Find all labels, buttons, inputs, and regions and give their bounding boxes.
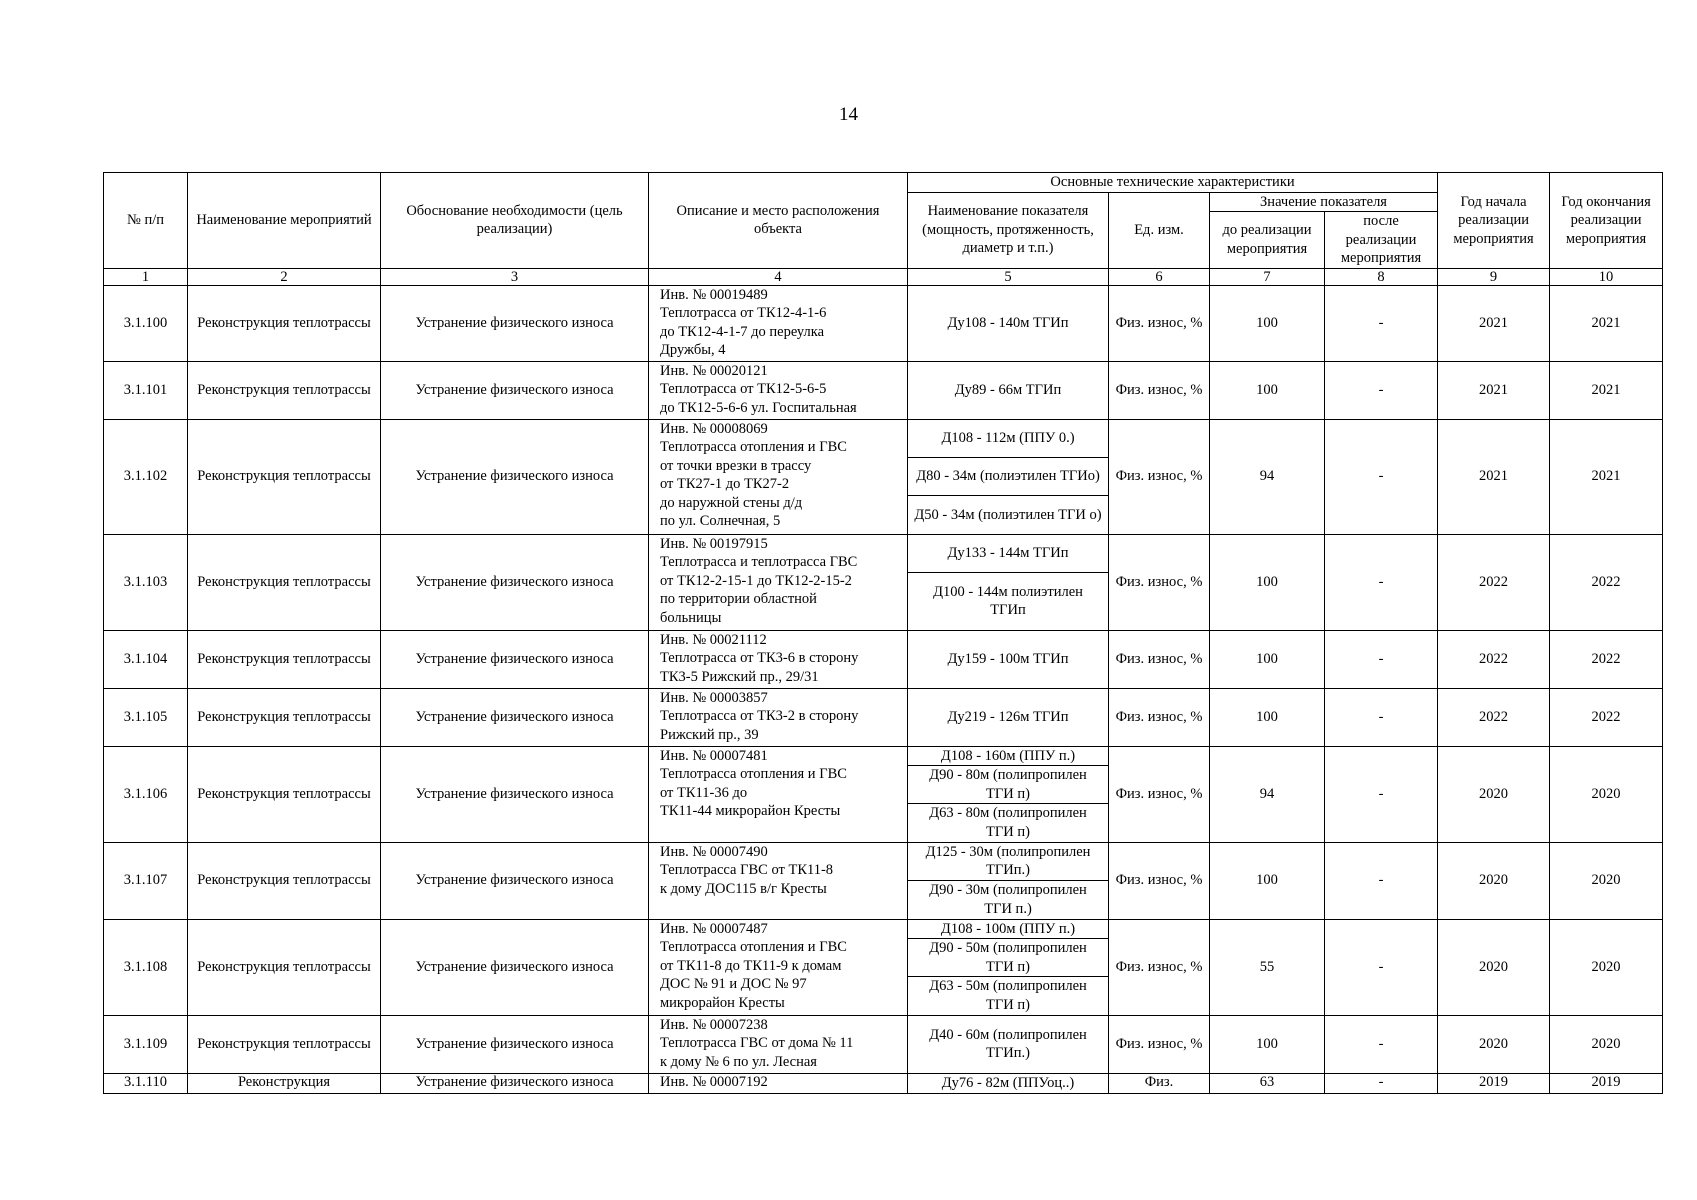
column-number: 7 [1210,268,1325,285]
column-number: 9 [1438,268,1550,285]
indicator-cell [908,361,1109,419]
column-number: 3 [381,268,649,285]
description-line: Инв. № 00008069 [660,420,768,437]
indicator-cell [908,746,1109,842]
justification: Устранение физического износа [381,285,649,361]
value-after: - [1325,361,1438,419]
header-row-1 [104,173,1663,193]
value-before: 94 [1210,419,1325,534]
year-start: 2022 [1438,630,1550,688]
description-line: до ТК12-5-6-6 ул. Госпитальная [660,399,857,416]
value-before: 100 [1210,842,1325,919]
value-after: - [1325,630,1438,688]
description-line: Инв. № 00007238 [660,1016,768,1033]
row-number: 3.1.103 [104,534,188,630]
object-description [649,1073,908,1093]
description-line: Теплотрасса ГВС от ТК11-8 [660,862,834,878]
year-start: 2020 [1438,1015,1550,1073]
value-after: - [1325,1015,1438,1073]
indicator-cell [908,1015,1109,1073]
year-end: 2021 [1550,419,1663,534]
description-line: Рижский пр., 39 [660,726,759,743]
row-number: 3.1.101 [104,361,188,419]
justification: Устранение физического износа [381,419,649,534]
row-number: 3.1.110 [104,1073,188,1093]
object-description [649,919,908,1015]
description-line: от ТК11-8 до ТК11-9 к домам [660,957,842,974]
description-line: к дому № 6 по ул. Лесная [660,1053,817,1070]
description-line: Теплотрасса от ТК12-5-6-5 [660,381,827,397]
indicator-name: Д125 - 30м (полипропилен ТГИп.) [925,843,1091,879]
measure-name: Реконструкция теплотрассы [188,842,381,919]
object-description [649,688,908,746]
indicator-name: Д40 - 60м (полипропилен ТГИп.) [929,1026,1087,1061]
indicator-cell [908,419,1109,534]
justification: Устранение физического износа [381,688,649,746]
value-after: - [1325,1073,1438,1093]
measure-name: Реконструкция теплотрассы [188,630,381,688]
indicator-name: Д50 - 34м (полиэтилен ТГИ о) [908,495,1108,533]
year-end: 2022 [1550,534,1663,630]
header-tech-group: Основные технические характеристики [908,173,1438,193]
year-start: 2020 [1438,842,1550,919]
measure-name: Реконструкция теплотрассы [188,534,381,630]
object-description [649,285,908,361]
object-description [649,1015,908,1073]
row-number: 3.1.109 [104,1015,188,1073]
unit: Физ. износ, % [1109,361,1210,419]
description-line: микрорайон Кресты [660,994,785,1011]
value-after: - [1325,688,1438,746]
year-end: 2021 [1550,285,1663,361]
value-after: - [1325,746,1438,842]
value-before: 100 [1210,688,1325,746]
value-before: 100 [1210,285,1325,361]
value-before: 55 [1210,919,1325,1015]
table-row [104,1015,1663,1073]
column-number: 2 [188,268,381,285]
justification: Устранение физического износа [381,1015,649,1073]
table-row [104,842,1663,919]
description-line: от ТК27-1 до ТК27-2 [660,476,790,492]
indicator-name: Д100 - 144м полиэтилен ТГИп [908,572,1108,629]
value-after: - [1325,419,1438,534]
row-number: 3.1.100 [104,285,188,361]
justification: Устранение физического износа [381,842,649,919]
description-line: Теплотрасса от ТК3-2 в сторону [660,708,859,724]
column-number: 6 [1109,268,1210,285]
measure-name: Реконструкция теплотрассы [188,285,381,361]
description-line: к дому ДОС115 в/г Кресты [660,880,827,897]
description-line: по ул. Солнечная, 5 [660,513,781,529]
row-number: 3.1.108 [104,919,188,1015]
unit: Физ. износ, % [1109,919,1210,1015]
unit: Физ. износ, % [1109,630,1210,688]
table-row [104,534,1663,630]
value-after: - [1325,534,1438,630]
table-row [104,1073,1663,1093]
unit: Физ. износ, % [1109,842,1210,919]
table-row [104,746,1663,842]
indicator-cell [908,842,1109,919]
description-line: Инв. № 00197915 [660,535,768,552]
header-indicator-name: Наименование показателя (мощность, протяженность, диаметр и т.п.) [908,192,1109,268]
header-after: после реализации мероприятия [1325,212,1438,269]
object-description [649,534,908,630]
row-number: 3.1.102 [104,419,188,534]
justification: Устранение физического износа [381,1073,649,1093]
year-start: 2020 [1438,746,1550,842]
indicator-cell [908,688,1109,746]
header-name: Наименование мероприятий [188,173,381,269]
indicator-name: Ду133 - 144м ТГИп [947,545,1069,562]
description-line: от ТК12-2-15-1 до ТК12-2-15-2 [660,572,852,589]
measures-table [103,172,1663,1094]
object-description [649,746,908,842]
indicator-name: Д108 - 100м (ППУ п.) [940,920,1076,937]
year-start: 2022 [1438,534,1550,630]
unit: Физ. износ, % [1109,746,1210,842]
column-number: 10 [1550,268,1663,285]
description-line: Инв. № 00007192 [660,1073,768,1090]
header-description: Описание и место расположения объекта [649,173,908,269]
row-number: 3.1.104 [104,630,188,688]
object-description [649,361,908,419]
indicator-cell [908,1073,1109,1093]
indicator-name: Д90 - 30м (полипропилен ТГИ п.) [908,880,1108,919]
row-number: 3.1.106 [104,746,188,842]
header-year-end: Год окончания реализации мероприятия [1550,173,1663,269]
description-line: от ТК11-36 до [660,784,748,801]
year-end: 2020 [1550,746,1663,842]
year-start: 2021 [1438,419,1550,534]
description-line: Теплотрасса отопления и ГВС [660,939,847,955]
object-description [649,630,908,688]
column-number: 5 [908,268,1109,285]
value-before: 100 [1210,630,1325,688]
table-row [104,630,1663,688]
indicator-name: Д63 - 50м (полипропилен ТГИ п) [908,976,1108,1014]
indicator-cell [908,919,1109,1015]
indicator-cell [908,285,1109,361]
justification: Устранение физического износа [381,361,649,419]
column-number: 1 [104,268,188,285]
description-line: Теплотрасса ГВС от дома № 11 [660,1035,854,1051]
header-justification: Обоснование необходимости (цель реализации) [381,173,649,269]
value-before: 100 [1210,534,1325,630]
table-row [104,419,1663,534]
description-line: Теплотрасса отопления и ГВС [660,766,847,782]
measure-name: Реконструкция теплотрассы [188,688,381,746]
year-end: 2020 [1550,1015,1663,1073]
table-row [104,285,1663,361]
year-end: 2022 [1550,688,1663,746]
description-line: ДОС № 91 и ДОС № 97 [660,976,807,992]
indicator-name: Ду76 - 82м (ППУоц..) [941,1075,1075,1091]
measure-name: Реконструкция [188,1073,381,1093]
year-start: 2019 [1438,1073,1550,1093]
description-line: от точки врезки в трассу [660,457,812,474]
year-end: 2020 [1550,842,1663,919]
header-num: № п/п [104,173,188,269]
measure-name: Реконструкция теплотрассы [188,419,381,534]
description-line: до наружной стены д/д [660,494,803,511]
description-line: до ТК12-4-1-7 до переулка [660,323,825,340]
indicator-name: Ду89 - 66м ТГИп [954,381,1062,398]
year-start: 2021 [1438,285,1550,361]
description-line: больницы [660,609,722,626]
year-end: 2019 [1550,1073,1663,1093]
indicator-name: Д90 - 50м (полипропилен ТГИ п) [908,938,1108,976]
unit: Физ. износ, % [1109,285,1210,361]
table-row [104,361,1663,419]
year-start: 2020 [1438,919,1550,1015]
measure-name: Реконструкция теплотрассы [188,746,381,842]
row-number: 3.1.107 [104,842,188,919]
indicator-name: Ду219 - 126м ТГИп [947,708,1069,725]
description-line: по территории областной [660,591,817,607]
year-end: 2021 [1550,361,1663,419]
column-number: 8 [1325,268,1438,285]
indicator-cell [908,534,1109,630]
description-line: ТК3-5 Рижский пр., 29/31 [660,668,819,685]
value-before: 100 [1210,1015,1325,1073]
indicator-name: Д80 - 34м (полиэтилен ТГИо) [908,457,1108,495]
description-line: Инв. № 00007490 [660,843,768,860]
header-value-group: Значение показателя [1210,192,1438,212]
description-line: Инв. № 00003857 [660,689,768,706]
justification: Устранение физического износа [381,534,649,630]
header-year-start: Год начала реализации мероприятия [1438,173,1550,269]
year-end: 2020 [1550,919,1663,1015]
table-row [104,919,1663,1015]
indicator-name: Д108 - 160м (ППУ п.) [940,747,1076,764]
indicator-name: Ду108 - 140м ТГИп [947,314,1069,331]
value-after: - [1325,285,1438,361]
year-end: 2022 [1550,630,1663,688]
description-line: Теплотрасса от ТК3-6 в сторону [660,650,859,666]
header-before: до реализации мероприятия [1210,212,1325,269]
measure-name: Реконструкция теплотрассы [188,361,381,419]
unit: Физ. износ, % [1109,688,1210,746]
indicator-cell [908,630,1109,688]
value-before: 100 [1210,361,1325,419]
object-description [649,419,908,534]
value-after: - [1325,919,1438,1015]
unit: Физ. износ, % [1109,419,1210,534]
column-numbers-row [104,268,1663,285]
table-row [104,688,1663,746]
page-number: 14 [839,104,858,125]
indicator-name: Д108 - 112м (ППУ 0.) [941,429,1075,446]
description-line: Дружбы, 4 [660,342,726,358]
year-start: 2022 [1438,688,1550,746]
description-line: Инв. № 00019489 [660,286,768,303]
indicator-name: Д90 - 80м (полипропилен ТГИ п) [908,765,1108,803]
unit: Физ. износ, % [1109,534,1210,630]
measure-name: Реконструкция теплотрассы [188,1015,381,1073]
measure-name: Реконструкция теплотрассы [188,919,381,1015]
column-number: 4 [649,268,908,285]
description-line: ТК11-44 микрорайон Кресты [660,803,841,819]
value-before: 94 [1210,746,1325,842]
justification: Устранение физического износа [381,746,649,842]
description-line: Теплотрасса и теплотрасса ГВС [660,554,858,570]
value-before: 63 [1210,1073,1325,1093]
justification: Устранение физического износа [381,630,649,688]
description-line: Инв. № 00020121 [660,362,768,379]
row-number: 3.1.105 [104,688,188,746]
table-body [104,285,1663,1093]
description-line: Теплотрасса от ТК12-4-1-6 [660,305,827,321]
value-after: - [1325,842,1438,919]
indicator-name: Д63 - 80м (полипропилен ТГИ п) [908,803,1108,841]
description-line: Инв. № 00021112 [660,631,767,648]
unit: Физ. износ, % [1109,1015,1210,1073]
justification: Устранение физического износа [381,919,649,1015]
object-description [649,842,908,919]
description-line: Теплотрасса отопления и ГВС [660,439,847,455]
description-line: Инв. № 00007487 [660,920,768,937]
unit: Физ. [1109,1073,1210,1093]
header-unit: Ед. изм. [1109,192,1210,268]
indicator-name: Ду159 - 100м ТГИп [947,650,1069,667]
year-start: 2021 [1438,361,1550,419]
description-line: Инв. № 00007481 [660,747,768,764]
